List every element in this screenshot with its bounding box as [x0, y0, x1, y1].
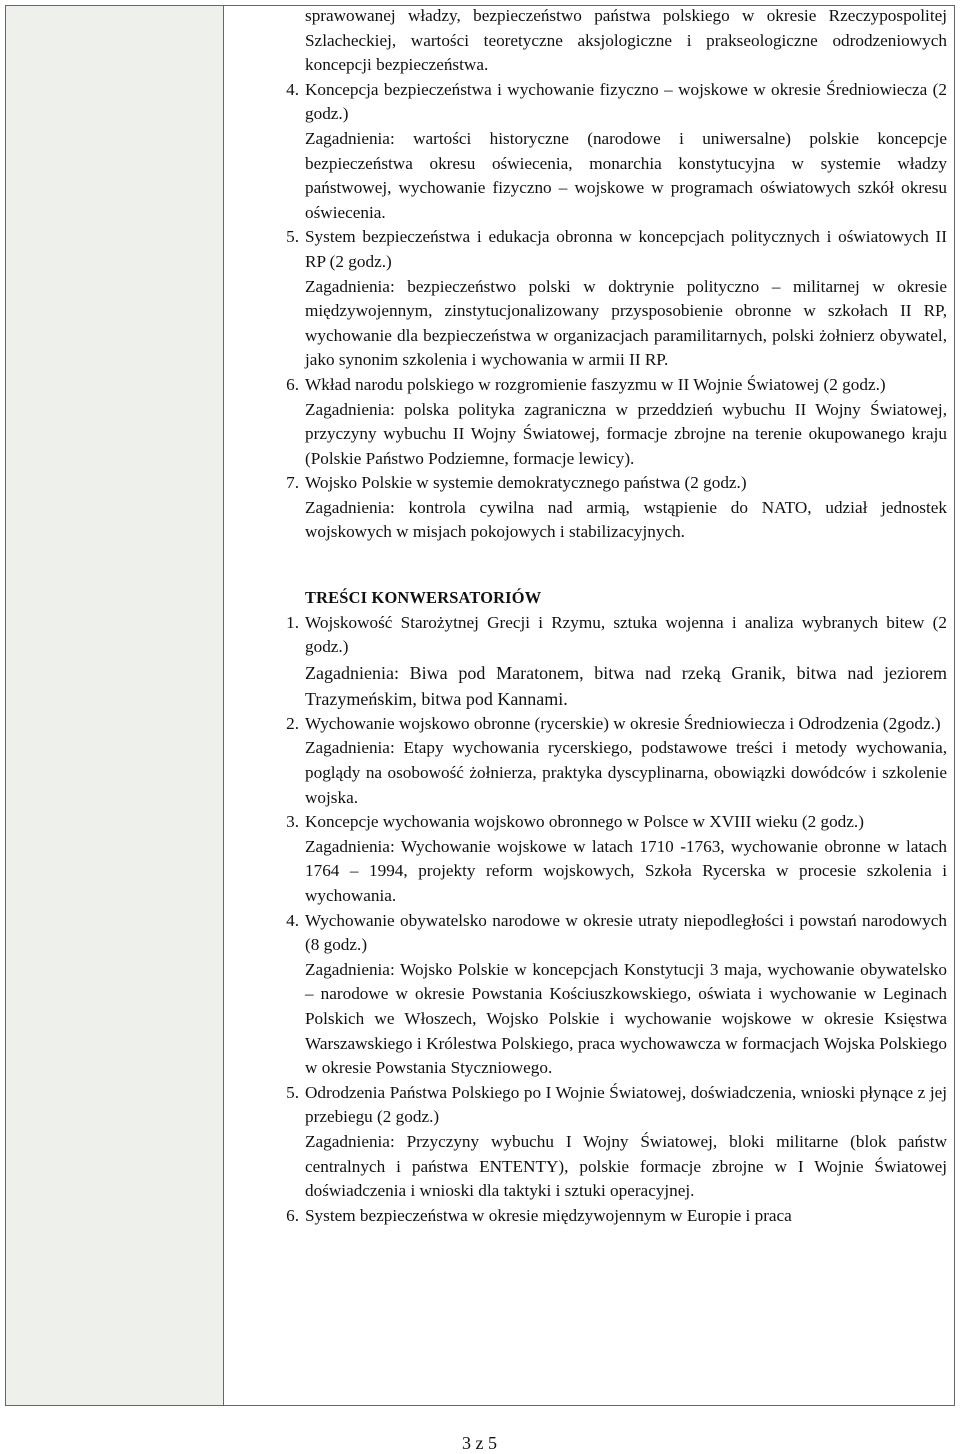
lecture-item-5	[286, 225, 947, 373]
item-title: Koncepcja bezpieczeństwa i wychowanie fizyczno – wojskowe w okresie Średniowiecza (2 godz.)	[305, 79, 947, 124]
item-title: System bezpieczeństwa w okresie międzywojennym w Europie i praca	[305, 1205, 792, 1225]
item-description: Zagadnienia: bezpieczeństwo polski w doktrynie polityczno – militarnej w okresie międzywojennym, zinstytucjonalizowany przysposobienie obronne w szkołach II RP, wychowanie dla bezpieczeństwa w organizacjach paramilitarnych, polski żołnierz obywatel, jako synonim szkolenia i wychowania w armii II RP.	[305, 276, 947, 370]
konwersatorium-item-4	[286, 909, 947, 1081]
item-title: Wojsko Polskie w systemie demokratycznego państwa (2 godz.)	[305, 473, 747, 493]
item-title: Wkład narodu polskiego w rozgromienie faszyzmu w II Wojnie Światowej (2 godz.)	[305, 374, 886, 394]
item-description: Zagadnienia: kontrola cywilna nad armią, wstąpienie do NATO, udział jednostek wojskowych w misjach pokojowych i stabilizacyjnych.	[305, 497, 947, 542]
item-number: 5.	[286, 227, 299, 247]
page-number: 3 z 5	[462, 1433, 497, 1453]
item-description: Zagadnienia: polska polityka zagraniczna w przeddzień wybuchu II Wojny Światowej, przyczyny wybuchu II Wojny Światowej, formacje zbrojne na terenie okupowanego kraju (Polskie Państwo Podziemne, formacje lewicy).	[305, 399, 947, 468]
item-title: Wychowanie wojskowo obronne (rycerskie) w okresie Średniowiecza i Odrodzenia (2godz.)	[305, 713, 941, 733]
item-title: Wojskowość Starożytnej Grecji i Rzymu, sztuka wojenna i analiza wybranych bitew (2 godz.)	[305, 612, 947, 657]
item-description: Zagadnienia: Etapy wychowania rycerskiego, podstawowe treści i metody wychowania, poglądy na osobowość żołnierza, praktyka dyscyplinarna, obowiązki dowódców i szkolenie wojska.	[305, 738, 947, 807]
intro-paragraph: sprawowanej władzy, bezpieczeństwo państwa polskiego w okresie Rzeczypospolitej Szlacheckiej, wartości teoretyczne aksjologiczne i prakseologiczne odrodzeniowych koncepcji bezpieczeństwa.	[305, 6, 947, 75]
left-table-cell	[5, 5, 224, 1406]
lecture-item-7	[286, 471, 947, 545]
konwersatoria-heading: TREŚCI KONWERSATORIÓW	[305, 588, 542, 608]
item-number: 6.	[286, 1205, 299, 1225]
item-number: 5.	[286, 1082, 299, 1102]
konwersatorium-item-2	[286, 712, 947, 810]
item-number: 7.	[286, 473, 299, 493]
konwersatorium-item-1	[286, 611, 947, 712]
item-title: System bezpieczeństwa i edukacja obronna w koncepcjach politycznych i oświatowych II RP (2 godz.)	[305, 227, 947, 271]
item-title: Koncepcje wychowania wojskowo obronnego w Polsce w XVIII wieku (2 godz.)	[305, 812, 864, 832]
konwersatorium-item-6	[286, 1204, 947, 1229]
item-number: 2.	[286, 713, 299, 733]
konwersatorium-item-5	[286, 1081, 947, 1204]
item-description: Zagadnienia: wartości historyczne (narodowe i uniwersalne) polskie koncepcje bezpieczeństwa okresu oświecenia, monarchia konstytucyjna w systemie władzy państwowej, wychowanie fizyczno – wojskowe w programach oświatowych szkół okresu oświecenia.	[305, 128, 947, 222]
konwersatorium-item-3	[286, 810, 947, 908]
lecture-item-6	[286, 373, 947, 471]
item-number: 6.	[286, 374, 299, 394]
item-title: Odrodzenia Państwa Polskiego po I Wojnie Światowej, doświadczenia, wnioski płynące z jej przebiegu (2 godz.)	[305, 1082, 947, 1127]
document-content	[286, 4, 947, 1228]
item-number: 4.	[286, 79, 299, 99]
item-description: Zagadnienia: Wychowanie wojskowe w latach 1710 -1763, wychowanie obronne w latach 1764 – 1994, projekty reform wojskowych, Szkoła Rycerska w procesie szkolenia i wychowania.	[305, 836, 947, 905]
item-number: 3.	[286, 812, 299, 832]
item-description: Zagadnienia: Wojsko Polskie w koncepcjach Konstytucji 3 maja, wychowanie obywatelsko – narodowe w okresie Powstania Kościuszkowskiego, oświata i wychowanie w Leginach Polskich we Włoszech, Wojsko Polskie i wychowanie wojskowe w okresie Księstwa Warszawskiego i Królestwa Polskiego, praca wychowawcza w formacjach Wojska Polskiego w okresie Powstania Styczniowego.	[305, 959, 947, 1078]
item-number: 1.	[286, 612, 299, 632]
item-description: Zagadnienia: Biwa pod Maratonem, bitwa nad rzeką Granik, bitwa nad jeziorem Trazymeńskim, bitwa pod Kannami.	[305, 662, 947, 709]
item-description: Zagadnienia: Przyczyny wybuchu I Wojny Światowej, bloki militarne (blok państw centralnych i państwa ENTENTY), polskie formacje zbrojne w I Wojnie Światowej doświadczenia i wnioski dla taktyki i sztuki operacyjnej.	[305, 1131, 947, 1201]
lecture-item-4	[286, 78, 947, 226]
item-number: 4.	[286, 910, 299, 930]
item-title: Wychowanie obywatelsko narodowe w okresie utraty niepodległości i powstań narodowych (8 godz.)	[305, 910, 947, 955]
